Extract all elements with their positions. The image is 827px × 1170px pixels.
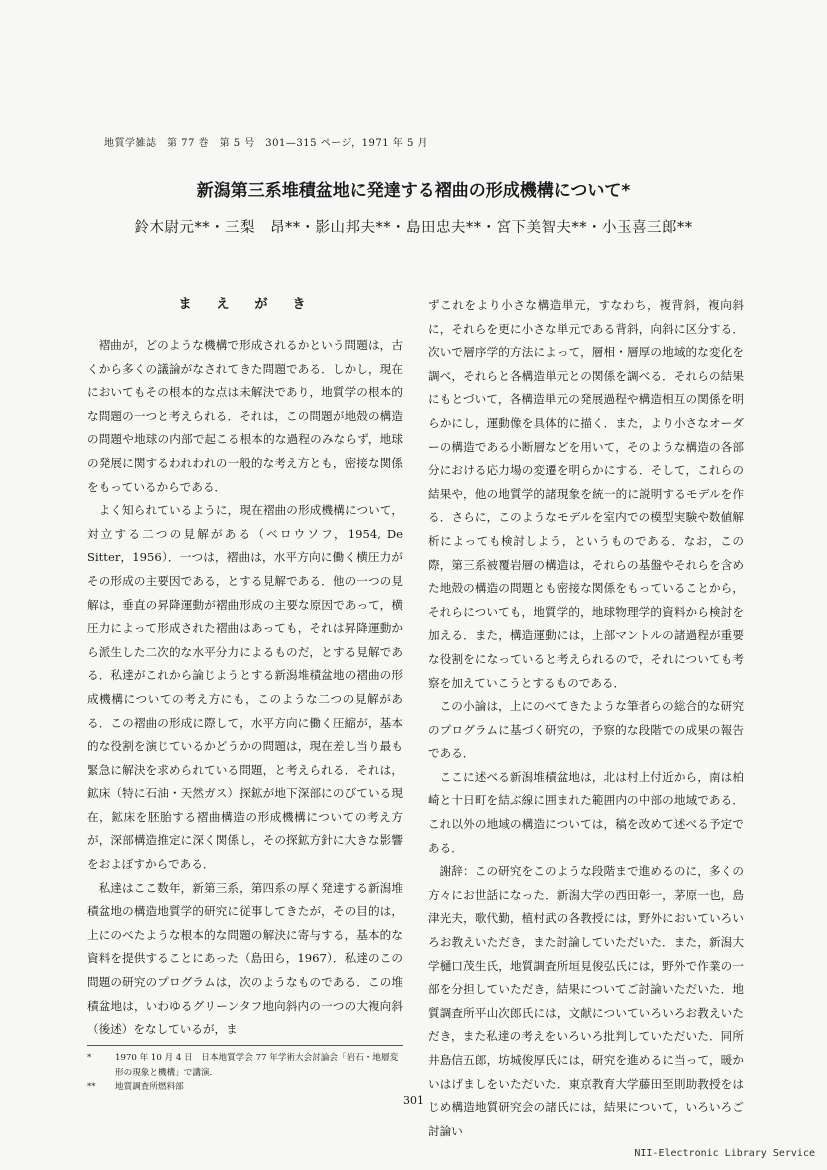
body-paragraph: 褶曲が，どのような機構で形成されるかという問題は，古くから多くの議論がなされてきた問題である．しかし，現在においてもその根本的な点は未解決であり，地質学の根本的な問題の一つと考えられる．それは，この問題が地殻の構造の問題や地球の内部で起こる根本的な過程のみならず，地球の発展に関するわれわれの一般的な考え方とも，密接な関係をもっているからである． [87,338,403,494]
footnotes [87,1045,403,1095]
right-column [428,294,744,1143]
body-paragraph: よく知られているように，現在褶曲の形成機構について，対立する二つの見解がある（ベロウソフ，1954, De Sitter，1956）．一つは，褶曲は，水平方向に働く横圧力がその形成の主要因である，とする見解である．他の一つの見解は，垂直の昇降運動が褶曲形成の主要な原因であって，横圧力によって形成された褶曲はあっても，それは昇降運動から派生した二次的な水平分力によるものだ，とする見解である．私達がこれから論じようとする新潟堆積盆地の褶曲の形成機構についての考え方にも，このような二つの見解がある．この褶曲の形成に際して，水平方向に働く圧縮が，基本的な役割を演じているかどうかの問題は，現在差し当り最も緊急に解決を求められている問題，と考えられる．それは，鉱床（特に石油・天然ガス）探鉱が地下深部にのびている現在，鉱床を胚胎する褶曲構造の形成機構についての考え方が，深部構造推定に深く関係し，その探鉱方針に大きな影響をおよぼすからである． [87,503,403,872]
paper-title: 新潟第三系堆積盆地に発達する褶曲の形成機構について* [196,181,631,201]
body-paragraph: ずこれをより小さな構造単元，すなわち，複背斜，複向斜に，それらを更に小さな単元である背斜，向斜に区分する．次いで層序学的方法によって，層相・層厚の地域的な変化を調べ，それらと各構造単元との関係を調べる．それらの結果にもとづいて，各構造単元の発展過程や構造相互の関係を明らかにし，運動像を具体的に描く．また，より小さなオーダーの構造である小断層などを用いて，そのような構造の各部分における応力場の変遷を明らかにする．そして，これらの結果や，他の地質学的諸現象を統一的に説明するモデルを作る．さらに，このようなモデルを室内での模型実験や数値解析によっても検討しよう，というものである．なお，この際，第三系被覆岩層の構造は，それらの基盤やそれらを含めた地殻の構造の問題とも密接な関係をもっていることから，それらについても，地質学的，地球物理学的資料から検討を加える．また，構造運動には，上部マントルの諸過程が重要な役割をになっていると考えられるので，それについても考察を加えていこうとするものである． [428,298,744,690]
footnote-mark: ** [87,1082,96,1092]
footnote-text: 地質調査所燃料部 [115,1082,184,1092]
section-heading: ま え が き [178,297,312,312]
journal-header: 地質学雑誌 第 77 巻 第 5 号 301—315 ページ，1971 年 5 月 [104,138,429,149]
body-paragraph: 私達はここ数年，新第三系，第四系の厚く発達する新潟堆積盆地の構造地質学的研究に従事してきたが，その目的は，上にのべたような根本的な問題の解決に寄与する，基本的な資料を提供することにあった（島田ら，1967）．私達のこの問題の研究のプログラムは，次のようなものである．この堆積盆地は，いわゆるグリーンタフ地向斜内の一つの大複向斜（後述）をなしているが，ま [87,880,403,1037]
body-paragraph: この小論は，上にのべてきたような筆者らの総合的な研究のプログラムに基づく研究の，予察的な段階での成果の報告である． [428,699,744,761]
page-number: 301 [403,1094,424,1107]
author-list: 鈴木尉元**・三梨 昂**・影山邦夫**・島田忠夫**・宮下美智夫**・小玉喜三郎** [134,220,693,236]
footnote-mark: * [87,1053,92,1063]
body-paragraph: ここに述べる新潟堆積盆地は，北は村上付近から，南は柏崎と十日町を結ぶ線に囲まれた範囲内の中部の地域である．これ以外の地域の構造については，稿を改めて述べる予定である． [428,769,744,855]
footnote-text: 1970 年 10 月 4 日 日本地質学会 77 年学術大会討論会「岩石・地層変形の現象と機構」で講演． [115,1053,399,1078]
acknowledgement-paragraph: 謝辞：この研究をこのような段階まで進めるのに，多くの方々にお世話になった．新潟大学の西田彰一，茅原一也，島津光夫，歌代勤，植村武の各教授には，野外においていろいろお教えいただき，また討論していただいた．また，新潟大学樋口茂生氏，地質調査所垣見俊弘氏には，野外で作業の一部を分担していただき，結果についてご討論いただいた．地質調査所平山次郎氏には，文献についていろいろお教えいただき，また私達の考えをいろいろ批判していただいた．同所井島信五郎，坊城俊厚氏には，研究を進めるに当って，暖かいはげましをいただいた．東京教育大学藤田至則助教授をはじめ構造地質研究会の諸氏には，結果について，いろいろご討論い [428,864,744,1138]
footnote [87,1051,403,1080]
left-column [87,294,403,1042]
library-credit: NII-Electronic Library Service [634,1148,815,1159]
footnote [87,1080,403,1095]
